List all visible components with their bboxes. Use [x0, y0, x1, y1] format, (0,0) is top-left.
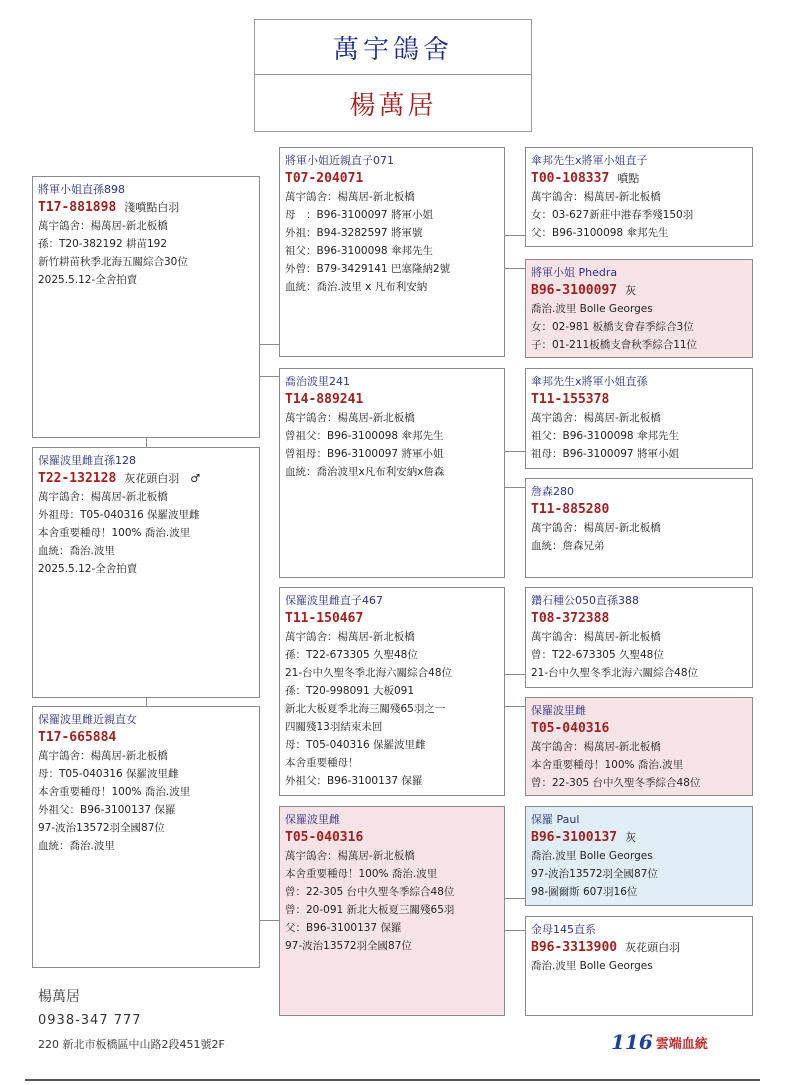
- pigeon-name: 保羅波里雌近親直女: [38, 713, 137, 726]
- info-line: 本舍重要種母！100% 喬治.波里: [531, 759, 684, 771]
- ring-number: T08-372388: [531, 611, 610, 626]
- ring-number: T07-204071: [285, 171, 364, 186]
- ring-number: T11-885280: [531, 502, 610, 517]
- info-line: 母：T05-040316 保羅波里雌: [38, 768, 179, 780]
- pigeon-name: 保羅 Paul: [531, 813, 580, 826]
- contact-phone[interactable]: 0938-347 777: [38, 1013, 142, 1028]
- ring-number: B96-3100137 灰: [531, 830, 637, 845]
- color-label: 噴點: [617, 172, 640, 185]
- info-line: 本舍重要種母！: [285, 757, 359, 769]
- info-line: 萬宇鴿舍：楊萬居-新北板橋: [38, 491, 168, 503]
- info-line: 97-波治13572羽全國87位: [38, 822, 165, 834]
- contact-name: 楊萬居: [38, 989, 80, 1005]
- connector-line: [504, 451, 526, 452]
- info-line: 血統：喬治.波里: [38, 840, 115, 852]
- info-line: 萬宇鴿舍：楊萬居-新北板橋: [531, 631, 661, 643]
- logo-number: 116: [611, 1030, 653, 1054]
- info-line: 97-波治13572羽全國87位: [285, 940, 412, 952]
- info-line: 新北大板夏季北海三關殘65羽之一: [285, 703, 446, 715]
- info-line: 曾：T22-673305 久聖48位: [531, 649, 664, 661]
- bottom-divider: [25, 1079, 760, 1081]
- info-line: 子：01-211板橋支會秋季綜合11位: [531, 339, 698, 351]
- pigeon-card-c-sire: [279, 587, 505, 796]
- pigeon-name: 保羅波里雌直子467: [285, 594, 383, 607]
- info-line: 曾：20-091 新北大板夏三關殘65羽: [285, 904, 455, 916]
- pigeon-card-subject-b: [32, 447, 260, 698]
- pigeon-card-c-dam-sire: [525, 806, 753, 906]
- info-line: 父：B96-3100098 傘邦先生: [531, 227, 669, 239]
- connector-line: [259, 376, 280, 377]
- pigeon-card-dam: [279, 368, 505, 578]
- loft-name: 萬宇鴿舍: [255, 20, 531, 75]
- info-line: 母 ：B96-3100097 將軍小姐: [285, 209, 433, 221]
- connector-line: [504, 674, 526, 675]
- info-line: 2025.5.12-全舍拍賣: [38, 274, 138, 286]
- info-line: 本舍重要種母！100% 喬治.波里: [285, 868, 438, 880]
- connector-line: [504, 898, 526, 899]
- ring-number: T17-881898 淺噴點白羽: [38, 200, 180, 215]
- pigeon-name: 將軍小姐近親直子071: [285, 154, 394, 167]
- pigeon-card-c-sire-dam: [525, 697, 753, 796]
- pigeon-name: 喬治波里241: [285, 375, 350, 388]
- connector-line: [504, 930, 526, 931]
- info-line: 萬宇鴿舍：楊萬居-新北板橋: [531, 412, 661, 424]
- info-line: 祖母：B96-3100097 將軍小姐: [531, 448, 679, 460]
- pigeon-card-subject-c: [32, 706, 260, 968]
- pigeon-name: 金母145直系: [531, 923, 596, 936]
- color-label: 灰: [625, 831, 637, 844]
- info-line: 外祖母：T05-040316 保羅波里雌: [38, 509, 200, 521]
- info-line: 萬宇鴿舍：楊萬居-新北板橋: [531, 191, 661, 203]
- color-label: 灰花頭白羽: [625, 941, 681, 954]
- ring-number: T22-132128 灰花頭白羽 ♂: [38, 471, 201, 486]
- info-line: 萬宇鴿舍：楊萬居-新北板橋: [285, 631, 415, 643]
- info-line: 外曾：B79-3429141 巴塞隆納2號: [285, 263, 451, 275]
- info-line: 本舍重要種母！100% 喬治.波里: [38, 527, 191, 539]
- info-line: 祖父：B96-3100098 傘邦先生: [531, 430, 679, 442]
- info-line: 曾：22-305 台中久聖冬季綜合48位: [285, 886, 455, 898]
- pigeon-card-sire-sire: [525, 147, 753, 247]
- info-line: 萬宇鴿舍：楊萬居-新北板橋: [285, 191, 415, 203]
- connector-line: [504, 487, 526, 488]
- ring-number: B96-3313900 灰花頭白羽: [531, 940, 681, 955]
- pigeon-card-c-dam: [279, 806, 505, 1016]
- info-line: 血統：詹森兄弟: [531, 540, 605, 552]
- pigeon-name: 保羅波里雌: [285, 813, 340, 826]
- ring-number: T00-108337 噴點: [531, 171, 640, 186]
- info-line: 喬治.波里 Bolle Georges: [531, 303, 653, 315]
- ring-number: T11-155378: [531, 392, 610, 407]
- pigeon-name: 鑽石種公050直孫388: [531, 594, 639, 607]
- info-line: 女：02-981 板橋支會春季綜合3位: [531, 321, 694, 333]
- info-line: 萬宇鴿舍：楊萬居-新北板橋: [38, 220, 168, 232]
- pigeon-card-c-dam-dam: [525, 916, 753, 1016]
- info-line: 外祖父：B96-3100137 保羅: [38, 804, 176, 816]
- color-label: 淺噴點白羽: [124, 201, 180, 214]
- pigeon-card-dam-dam: [525, 478, 753, 578]
- info-line: 外祖父：B96-3100137 保羅: [285, 775, 423, 787]
- title-box: [254, 19, 532, 132]
- color-label: 灰: [625, 284, 637, 297]
- info-line: 父：B96-3100137 保羅: [285, 922, 402, 934]
- brand-logo[interactable]: [611, 1030, 708, 1054]
- ring-number: T11-150467: [285, 611, 364, 626]
- pigeon-name: 傘邦先生x將軍小姐直子: [531, 154, 648, 167]
- info-line: 喬治.波里 Bolle Georges: [531, 850, 653, 862]
- connector-line: [504, 268, 526, 269]
- ring-number: B96-3100097 灰: [531, 283, 637, 298]
- info-line: 四關殘13羽結束未回: [285, 721, 383, 733]
- info-line: 母：T05-040316 保羅波里雌: [285, 739, 426, 751]
- color-label: 灰花頭白羽 ♂: [124, 472, 201, 485]
- pigeon-name: 保羅波里雌直孫128: [38, 454, 136, 467]
- info-line: 曾祖父：B96-3100098 傘邦先生: [285, 430, 444, 442]
- info-line: 萬宇鴿舍：楊萬居-新北板橋: [531, 741, 661, 753]
- connector-line: [504, 235, 526, 236]
- info-line: 21-台中久聖冬季北海六關綜合48位: [285, 667, 453, 679]
- logo-text: 雲端血統: [655, 1037, 708, 1052]
- pigeon-name: 將軍小姐 Phedra: [531, 266, 618, 279]
- ring-number: T05-040316: [531, 721, 610, 736]
- info-line: 血統：喬治波里x凡布利安納x詹森: [285, 466, 445, 478]
- info-line: 外祖：B94-3282597 將軍號: [285, 227, 423, 239]
- pigeon-card-subject-a: [32, 176, 260, 438]
- ring-number: T14-889241: [285, 392, 364, 407]
- pigeon-name: 傘邦先生x將軍小姐直孫: [531, 375, 648, 388]
- info-line: 孫：T20-382192 耕苗192: [38, 238, 168, 250]
- info-line: 孫：T20-998091 大板091: [285, 685, 415, 697]
- info-line: 女：03-627新莊中港春季殘150羽: [531, 209, 694, 221]
- info-line: 血統：喬治.波里: [38, 545, 115, 557]
- info-line: 曾：22-305 台中久聖冬季綜合48位: [531, 777, 701, 789]
- contact-address: 220 新北市板橋區中山路2段451號2F: [38, 1038, 225, 1051]
- info-line: 本舍重要種母！100% 喬治.波里: [38, 786, 191, 798]
- connector-line: [259, 344, 280, 345]
- pigeon-card-c-sire-sire: [525, 587, 753, 688]
- pigeon-card-sire: [279, 147, 505, 357]
- info-line: 萬宇鴿舍：楊萬居-新北板橋: [285, 412, 415, 424]
- ring-number: T17-665884: [38, 730, 117, 745]
- contact-info: [38, 985, 225, 1057]
- info-line: 萬宇鴿舍：楊萬居-新北板橋: [531, 522, 661, 534]
- info-line: 喬治.波里 Bolle Georges: [531, 960, 653, 972]
- info-line: 祖父：B96-3100098 傘邦先生: [285, 245, 433, 257]
- connector-line: [259, 920, 280, 921]
- pigeon-name: 將軍小姐直孫898: [38, 183, 125, 196]
- info-line: 97-波治13572羽全國87位: [531, 868, 658, 880]
- info-line: 血統：喬治.波里 x 凡布利安納: [285, 281, 428, 293]
- info-line: 萬宇鴿舍：楊萬居-新北板橋: [38, 750, 168, 762]
- pigeon-card-dam-sire: [525, 368, 753, 469]
- info-line: 2025.5.12-全舍拍賣: [38, 563, 138, 575]
- info-line: 曾祖母：B96-3100097 將軍小姐: [285, 448, 444, 460]
- info-line: 新竹耕苗秋季北海五關綜合30位: [38, 256, 188, 268]
- pigeon-name: 保羅波里雌: [531, 704, 586, 717]
- connector-line: [504, 706, 526, 707]
- ring-number: T05-040316: [285, 830, 364, 845]
- info-line: 萬宇鴿舍：楊萬居-新北板橋: [285, 850, 415, 862]
- info-line: 21-台中久聖冬季北海六關綜合48位: [531, 667, 699, 679]
- info-line: 孫：T22-673305 久聖48位: [285, 649, 418, 661]
- owner-name: 楊萬居: [349, 90, 437, 121]
- pigeon-name: 詹森280: [531, 485, 574, 498]
- pigeon-card-sire-dam: [525, 259, 753, 358]
- info-line: 98-圖爾斯 607羽16位: [531, 886, 638, 898]
